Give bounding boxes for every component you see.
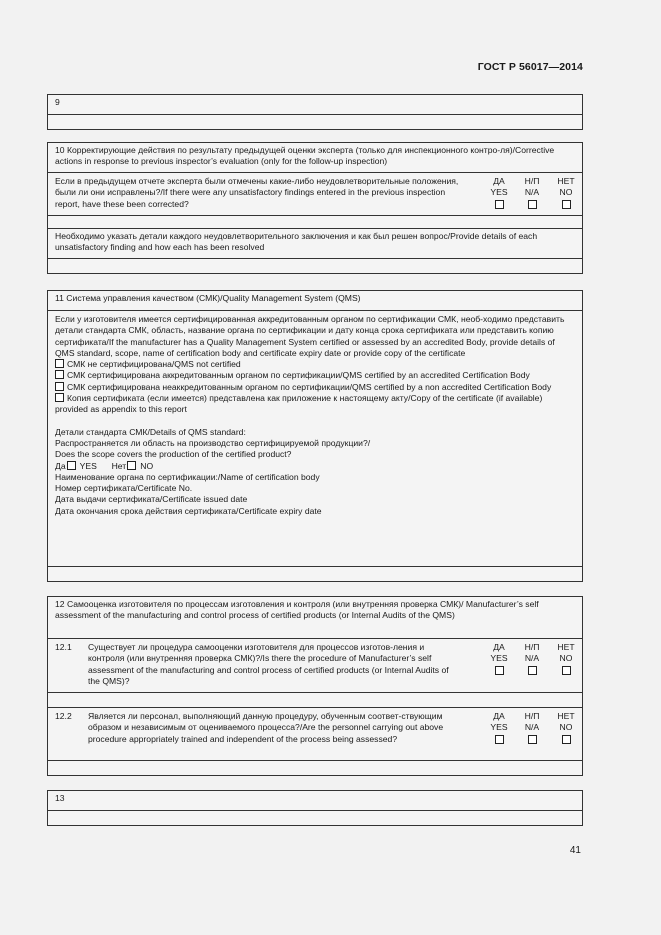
section-13 (47, 790, 583, 826)
answer-no: НЕТ NO (548, 642, 584, 677)
no-checkbox[interactable] (562, 666, 571, 675)
answer-no: НЕТ NO (548, 176, 584, 211)
answer-na: Н/П N/A (514, 642, 550, 677)
section-11-title: 11 Система управления качеством (СМК)/Quality Management System (QMS) (48, 291, 582, 311)
scope-question-ru: Распространяется ли область на производство сертифицируемой продукции?/ (55, 437, 371, 448)
question-12-2-text: Является ли персонал, выполняющий данную процедуру, обученным соответ-ствующим образом и независимым от оцениваемого процесса?/Are the personnel carrying out above procedure appropriately trained and independent of the process being assessed? (88, 711, 444, 744)
page-number: 41 (569, 845, 581, 856)
question-12-1-blank[interactable] (48, 693, 582, 708)
section-10-question-row (48, 173, 582, 216)
section-11-blank[interactable] (48, 567, 582, 581)
question-12-1-text: Существует ли процедура самооценки изготовителя для процессов изготов-ления и контроля (или внутренняя проверка СМК)?/Is there the procedure of Manufacturer’s self assessment of the manufacturing and control process of certified products (or Internal Audits of the QMS)? (88, 642, 449, 686)
answer-yes: ДА YES (481, 711, 517, 746)
yes-checkbox[interactable] (495, 735, 504, 744)
section-9-blank[interactable] (48, 115, 582, 129)
scope-yes-checkbox[interactable] (67, 461, 76, 470)
section-10-blank-2[interactable] (48, 259, 582, 273)
section-9 (47, 94, 583, 130)
section-10-blank-1[interactable] (48, 216, 582, 229)
section-10-note: Необходимо указать детали каждого неудовлетворительного заключения и как был решен вопрос/Provide details of each unsatisfactory finding and how each has been resolved (48, 229, 582, 259)
certification-body-name: Наименование органа по сертификации:/Name of certification body (55, 471, 320, 482)
scope-no-checkbox[interactable] (127, 461, 136, 470)
qms-option-1-checkbox[interactable] (55, 359, 64, 368)
scope-question-en: Does the scope covers the production of the certified product? (55, 449, 292, 460)
yes-checkbox[interactable] (495, 200, 504, 209)
question-12-2-number: 12.2 (55, 711, 72, 721)
section-10-question: Если в предыдущем отчете эксперта были отмечены какие-либо неудовлетворительные положения, были ли они исправлены?/If there were any unsatisfactory findings entered in the previous inspection report, have these been corrected? (55, 176, 459, 209)
no-checkbox[interactable] (562, 735, 571, 744)
yes-checkbox[interactable] (495, 666, 504, 675)
question-12-2-blank[interactable] (48, 761, 582, 775)
qms-option-2-checkbox[interactable] (55, 370, 64, 379)
section-13-blank[interactable] (48, 811, 582, 825)
qms-option-4-checkbox[interactable] (55, 393, 64, 402)
question-12-2-row (48, 708, 582, 761)
section-9-title: 9 (48, 95, 582, 115)
answer-no: НЕТ NO (548, 711, 584, 746)
answer-na: Н/П N/A (514, 711, 550, 746)
na-checkbox[interactable] (528, 666, 537, 675)
certificate-number: Номер сертификата/Certificate No. (55, 483, 193, 494)
qms-option-2: СМК сертифицирована аккредитованным органом по сертификации/QMS certified by an accredited Certification Body (55, 370, 576, 381)
answer-yes: ДА YES (481, 642, 517, 677)
standard-header: ГОСТ Р 56017—2014 (477, 61, 583, 73)
question-12-1-number: 12.1 (55, 642, 72, 652)
qms-option-4: Копия сертификата (если имеется) представлена как приложение к настоящему акту/Copy of the certificate (if available) provided as appendix to this report (55, 393, 543, 415)
qms-option-3-checkbox[interactable] (55, 382, 64, 391)
section-11 (47, 290, 583, 582)
certificate-expiry-date: Дата окончания срока действия сертификата/Certificate expiry date (55, 505, 322, 516)
na-checkbox[interactable] (528, 735, 537, 744)
qms-details-title: Детали стандарта СМК/Details of QMS standard: (55, 426, 246, 437)
answer-yes: ДА YES (481, 176, 517, 211)
question-12-1-row (48, 639, 582, 693)
answer-na: Н/П N/A (514, 176, 550, 211)
section-12 (47, 596, 583, 776)
section-10-title: 10 Корректирующие действия по результату предыдущей оценки эксперта (только для инспекционного контро-ля)/Corrective actions in response to previous inspector’s evaluation (only for the follow-up inspection) (48, 143, 582, 173)
qms-option-3: СМК сертифицирована неаккредитованным органом по сертификации/QMS certified by a non accredited Certification Body (55, 382, 576, 393)
section-11-intro: Если у изготовителя имеется сертифицированная аккредитованным органом по сертификации СМК, необ-ходимо представить детали стандарта СМК, область, название органа по сертификации и дату конца срока сертификата или представить копию сертификата/If the manufacturer has a Quality Management System certified or assessed by an accredited Body, provide details of QMS standard, scope, name of certification body and certificate expiry date or provide copy of the certificate (55, 314, 565, 358)
certificate-issued-date: Дата выдачи сертификата/Certificate issued date (55, 494, 248, 505)
qms-option-1: СМК не сертифицирована/QMS not certified (55, 359, 576, 370)
section-13-title: 13 (48, 791, 582, 811)
section-10 (47, 142, 583, 274)
section-11-body (48, 311, 582, 567)
scope-answer: Да YES Нет NO (55, 460, 154, 471)
section-12-title: 12 Самооценка изготовителя по процессам изготовления и контроля (или внутренняя проверка СМК)/ Manufacturer’s self assessment of the manufacturing and control process of certified products (or Internal Audits of the QMS) (48, 597, 582, 639)
na-checkbox[interactable] (528, 200, 537, 209)
no-checkbox[interactable] (562, 200, 571, 209)
